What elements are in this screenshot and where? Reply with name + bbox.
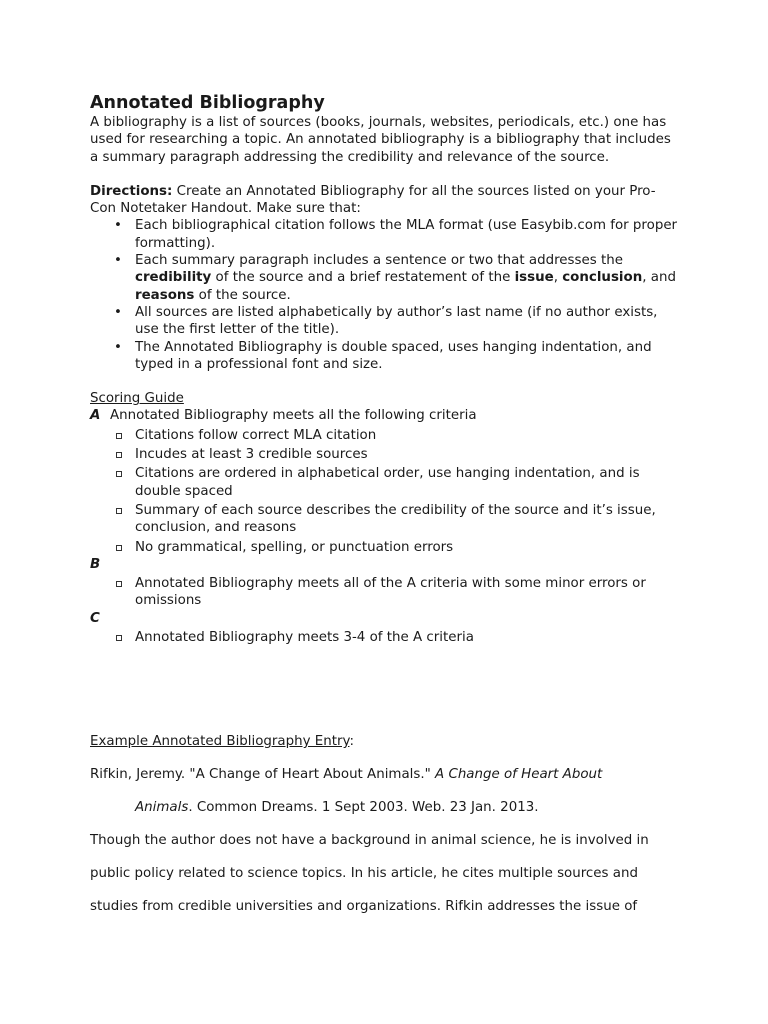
grade-a-line [90,407,680,424]
scoring-guide-heading: Scoring Guide [90,391,184,407]
list-item: • Each bibliographical citation follows the MLA format (use Easybib.com for proper formatting). [114,218,678,251]
example-heading: Example Annotated Bibliography Entry: [90,734,354,749]
citation-line-1: Rifkin, Jeremy. "A Change of Heart About Animals." A Change of Heart About [90,767,603,782]
grade-a-text: Annotated Bibliography meets all the following criteria [110,408,477,424]
annotation-line: Though the author does not have a background in animal science, he is involved in [90,833,649,848]
list-item: • All sources are listed alphabetically by author’s last name (if no author exists, use the first letter of the title). [114,304,658,338]
list-item: • Each summary paragraph includes a sentence or two that addresses the credibility of the source and a brief restatement of the issue, conclusion, and reasons of the source. [114,253,676,303]
grade-b-criteria [90,575,680,610]
spacer [90,373,680,390]
directions-list [90,217,680,373]
grade-b-label: B [90,556,101,572]
list-item: Summary of each source describes the credibility of the source and it’s issue, conclusion, and reasons [90,502,680,537]
annotation-line: studies from credible universities and organizations. Rifkin addresses the issue of [90,899,638,914]
directions-paragraph [90,183,680,218]
grade-c-label: C [90,610,100,626]
directions-label: Directions: [90,183,173,199]
spacer [90,166,680,183]
list-item: Annotated Bibliography meets 3-4 of the A criteria [90,629,680,646]
list-item: Citations are ordered in alphabetical order, use hanging indentation, and is double spaced [90,465,680,500]
bullet-icon: • [114,339,122,355]
bullet-icon: • [114,304,122,320]
square-bullet-icon [116,545,122,551]
directions-text: Create an Annotated Bibliography for all the sources listed on your Pro-Con Notetaker Handout. Make sure that: [90,183,656,217]
grade-a-criteria [90,427,680,556]
list-item: • The Annotated Bibliography is double spaced, uses hanging indentation, and typed in a professional font and size. [114,339,652,372]
square-bullet-icon [116,635,122,641]
citation-line-2: Animals. Common Dreams. 1 Sept 2003. Web. 23 Jan. 2013. [135,800,539,815]
list-item: Incudes at least 3 credible sources [90,446,680,463]
bullet-icon: • [114,253,122,269]
square-bullet-icon [116,452,122,458]
intro-paragraph: A bibliography is a list of sources (books, journals, websites, periodicals, etc.) one has used for researching a topic. An annotated bibliography is a bibliography that includes a summary paragraph addressing the credibility and relevance of the source. [90,115,671,165]
square-bullet-icon [116,433,122,439]
list-item: Citations follow correct MLA citation [90,427,680,444]
grade-a-label: A [90,408,101,424]
square-bullet-icon [116,508,122,514]
list-item: Annotated Bibliography meets all of the A criteria with some minor errors or omissions [90,575,680,610]
square-bullet-icon [116,471,122,477]
square-bullet-icon [116,581,122,587]
grade-c-line [90,610,680,627]
list-item: No grammatical, spelling, or punctuation errors [90,539,680,556]
bullet-icon: • [114,218,122,234]
example-section [90,733,680,931]
grade-b-line [90,556,680,573]
grade-c-criteria [90,629,680,646]
annotation-line: public policy related to science topics. In his article, he cites multiple sources and [90,866,638,881]
page-title: Annotated Bibliography [90,93,325,113]
document-body [90,92,680,646]
